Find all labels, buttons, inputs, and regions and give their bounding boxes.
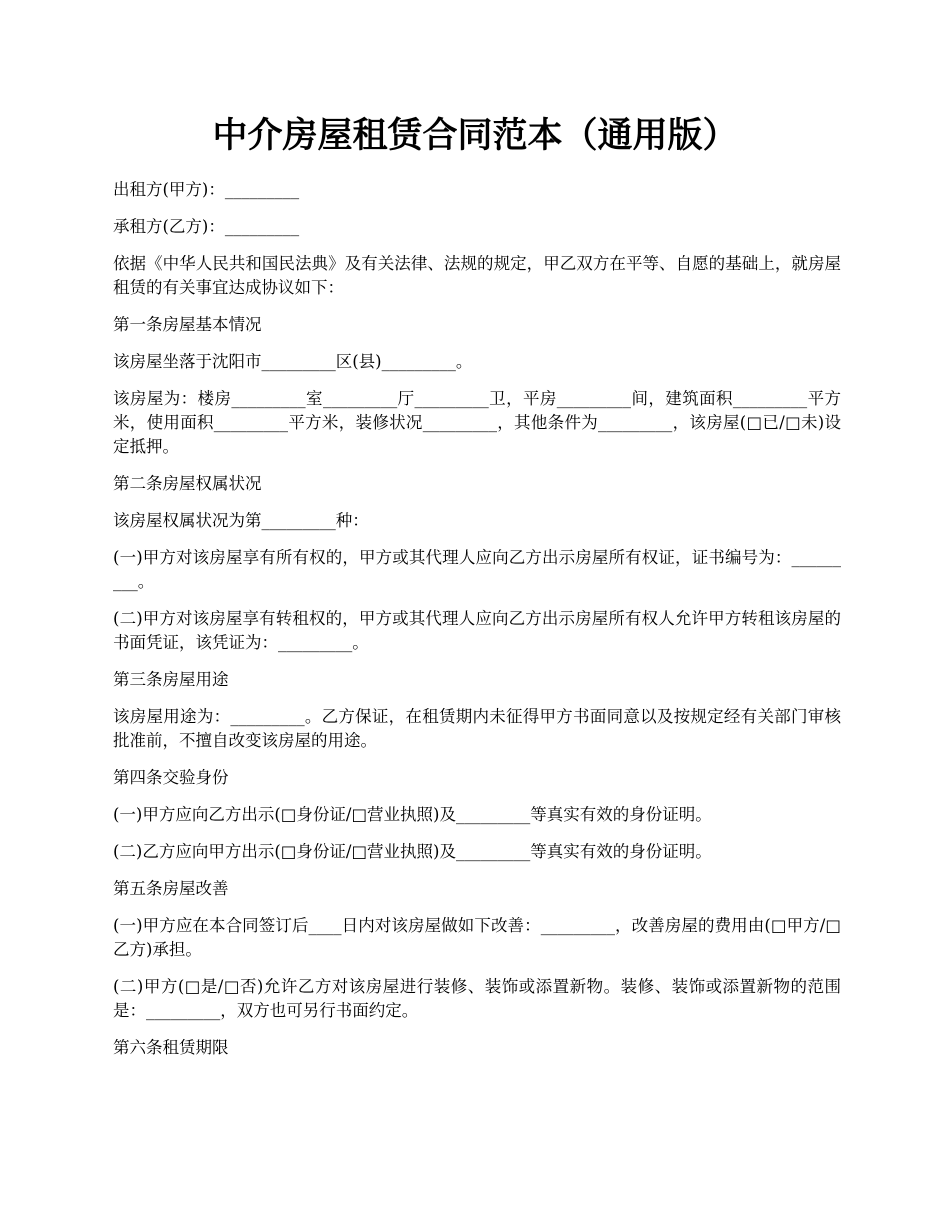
preamble-paragraph: 依据《中华人民共和国民法典》及有关法律、法规的规定，甲乙双方在平等、自愿的基础上，就房屋租赁的有关事宜达成协议如下： (113, 254, 841, 297)
article-2-heading: 第二条房屋权属状况 (113, 474, 262, 493)
ownership-type-paragraph: 该房屋权属状况为第_________种： (113, 511, 369, 530)
ownership-clause-2: (二)甲方对该房屋享有转租权的，甲方或其代理人应向乙方出示房屋所有权人允许甲方转租该房屋的书面凭证，该凭证为：_________。 (113, 609, 841, 652)
article-5-heading: 第五条房屋改善 (113, 879, 229, 898)
house-location-paragraph: 该房屋坐落于沈阳市_________区(县)_________。 (113, 352, 473, 371)
article-4-heading: 第四条交验身份 (113, 768, 229, 787)
ownership-clause-1: (一)甲方对该房屋享有所有权的，甲方或其代理人应向乙方出示房屋所有权证，证书编号为：_________。 (113, 548, 841, 591)
article-1-heading: 第一条房屋基本情况 (113, 315, 262, 334)
article-3-heading: 第三条房屋用途 (113, 670, 229, 689)
improvement-clause-2: (二)甲方(□是/□否)允许乙方对该房屋进行装修、装饰或添置新物。装修、装饰或添置新物的范围是：_________，双方也可另行书面约定。 (113, 977, 841, 1020)
lessor-line: 出租方(甲方)：_________ (113, 180, 300, 199)
house-usage-paragraph: 该房屋用途为：_________。乙方保证，在租赁期内未征得甲方书面同意以及按规定经有关部门审核批准前，不擅自改变该房屋的用途。 (113, 707, 841, 750)
document-title: 中介房屋租赁合同范本（通用版） (212, 115, 738, 156)
document-body (113, 178, 841, 1073)
house-details-paragraph: 该房屋为：楼房_________室_________厅_________卫，平房_________间，建筑面积_________平方米，使用面积_________平方米，装修状况_________，其他条件为_________，该房屋(□已/□未)设定抵押。 (113, 389, 841, 456)
identity-clause-2: (二)乙方应向甲方出示(□身份证/□营业执照)及_________等真实有效的身份证明。 (113, 842, 712, 861)
identity-clause-1: (一)甲方应向乙方出示(□身份证/□营业执照)及_________等真实有效的身份证明。 (113, 805, 712, 824)
article-6-heading: 第六条租赁期限 (113, 1038, 229, 1057)
lessee-line: 承租方(乙方)：_________ (113, 217, 300, 236)
improvement-clause-1: (一)甲方应在本合同签订后____日内对该房屋做如下改善：_________，改善房屋的费用由(□甲方/□乙方)承担。 (113, 916, 841, 959)
